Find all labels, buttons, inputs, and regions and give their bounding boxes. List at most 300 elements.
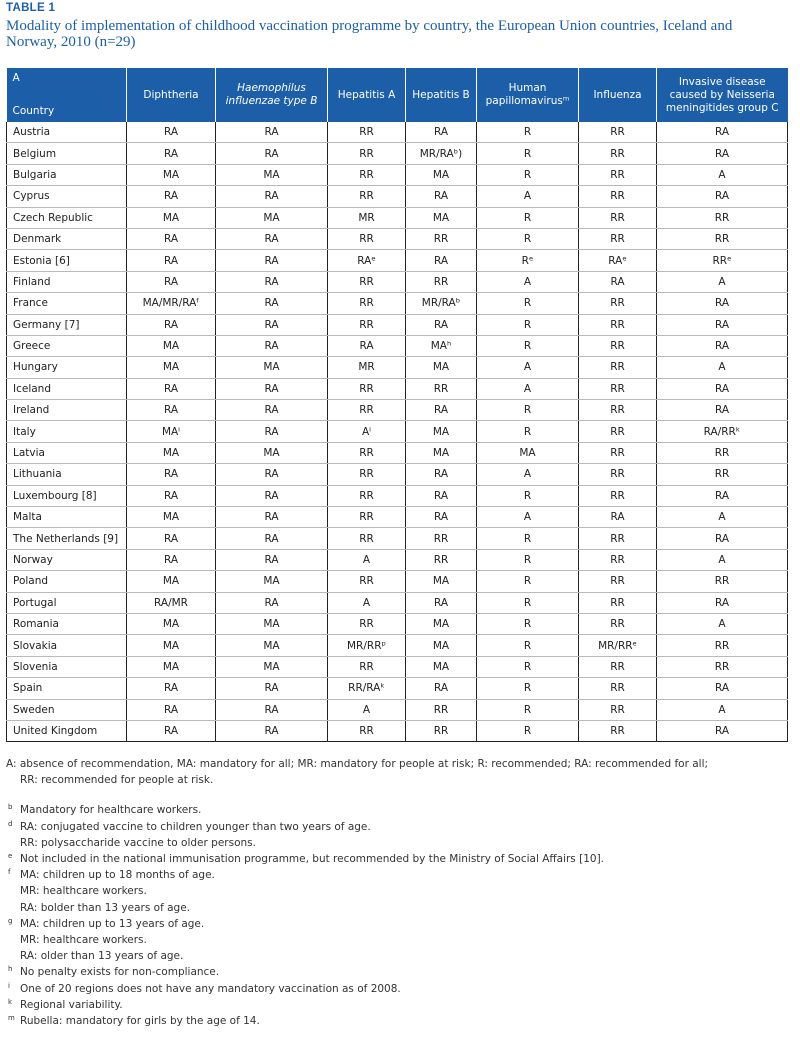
modality-cell: RA [216,122,328,143]
table-row [7,464,788,485]
country-cell: Norway [7,549,127,570]
footnote-text: RA: older than 13 years of age. [20,950,184,963]
modality-cell: MA [216,635,328,656]
table-row [7,635,788,656]
modality-cell: MA/MR/RAᶠ [127,293,216,314]
country-cell: Czech Republic [7,207,127,228]
modality-cell: A [328,549,406,570]
footnote-text: RA: bolder than 13 years of age. [20,901,191,914]
header-neisseria: Invasive disease caused by Neisseria meningitides group C [657,68,788,122]
modality-cell: R [477,592,579,613]
modality-cell: RA [406,186,477,207]
header-country [7,68,127,122]
modality-cell: Rᵉ [477,250,579,271]
table-row [7,613,788,634]
modality-cell: RA [216,143,328,164]
modality-cell: R [477,335,579,356]
modality-cell: MA [216,571,328,592]
modality-cell: RR [579,143,657,164]
modality-cell: RR [328,613,406,634]
modality-cell: RR [579,656,657,677]
modality-cell: R [477,549,579,570]
country-cell: Cyprus [7,186,127,207]
modality-cell: A [657,271,788,292]
modality-cell: RR [579,549,657,570]
modality-cell: R [477,228,579,249]
modality-cell: RAᵉ [579,250,657,271]
modality-cell: RAᵉ [328,250,406,271]
table-row [7,678,788,699]
modality-cell: Aⁱ [328,421,406,442]
modality-cell: A [657,507,788,528]
modality-cell: MA [216,207,328,228]
footnote-text: MA: children up to 18 months of age. [20,869,215,882]
modality-cell: RA [657,720,788,741]
modality-cell: RA [127,485,216,506]
country-cell: Greece [7,335,127,356]
modality-cell: RA [127,720,216,741]
country-cell: Portugal [7,592,127,613]
modality-cell: A [657,549,788,570]
modality-cell: RR [328,485,406,506]
modality-cell: MR/RAᵇ) [406,143,477,164]
modality-cell: RA [406,250,477,271]
modality-cell: A [657,164,788,185]
table-row [7,507,788,528]
country-cell: Belgium [7,143,127,164]
modality-cell: RR [579,720,657,741]
modality-cell: MA [127,335,216,356]
modality-cell: RA [216,507,328,528]
modality-cell: RA [127,528,216,549]
modality-cell: RR [328,528,406,549]
modality-cell: RR [579,228,657,249]
modality-cell: R [477,122,579,143]
table-row [7,571,788,592]
modality-cell: RA [657,186,788,207]
modality-cell: RA [657,293,788,314]
footnote-text: Regional variability. [20,998,123,1011]
modality-cell: RA [216,464,328,485]
modality-cell: A [477,186,579,207]
modality-cell: MA [127,164,216,185]
modality-cell: RR [579,678,657,699]
modality-cell: R [477,699,579,720]
modality-cell: MR/RRᵉ [579,635,657,656]
footnote-marker: b [8,803,13,812]
modality-cell: RA [216,314,328,335]
table-row [7,335,788,356]
modality-cell: RA [657,528,788,549]
header-hepatitis-a: Hepatitis A [328,68,406,122]
modality-cell: MR [328,357,406,378]
footnote-marker: g [8,916,13,925]
modality-cell: MA [406,442,477,463]
footnote-text: Not included in the national immunisation programme, but recommended by the Ministry of Social Affairs [10]. [20,853,605,866]
table-row [7,228,788,249]
modality-cell: A [657,613,788,634]
footnote-list [6,802,786,1029]
modality-cell: RA [657,335,788,356]
modality-cell: A [328,699,406,720]
modality-cell: RA [216,678,328,699]
table-row [7,485,788,506]
modality-cell: MA [127,442,216,463]
country-cell: Sweden [7,699,127,720]
modality-cell: MA [216,164,328,185]
modality-cell: RR [328,122,406,143]
modality-cell: RR [406,699,477,720]
modality-cell: RA [579,271,657,292]
modality-cell: MA [127,613,216,634]
modality-cell: RR [657,656,788,677]
table-row [7,378,788,399]
modality-cell: MR/RRᵖ [328,635,406,656]
modality-cell: RA [657,122,788,143]
abbreviation-legend [6,756,786,788]
modality-cell: RA [657,143,788,164]
table-row [7,442,788,463]
modality-cell: A [657,699,788,720]
footnote-text: RR: polysaccharide vaccine to older persons. [20,836,256,849]
table-title: Modality of implementation of childhood vaccination programme by country, the European Union countries, Iceland and Norway, 2010 (n=29) [6,18,733,50]
modality-cell: RR [657,207,788,228]
footnote-marker: h [8,965,13,974]
modality-cell: R [477,164,579,185]
header-diphtheria: Diphtheria [127,68,216,122]
table-row [7,421,788,442]
modality-cell: RA [216,186,328,207]
modality-cell: A [477,378,579,399]
modality-cell: A [477,507,579,528]
modality-cell: RR [328,143,406,164]
modality-cell: RR [328,378,406,399]
modality-cell: RR [579,122,657,143]
modality-cell: R [477,528,579,549]
country-cell: Estonia [6] [7,250,127,271]
modality-cell: MA [127,507,216,528]
country-cell: Germany [7] [7,314,127,335]
modality-cell: RA [657,592,788,613]
modality-cell: RR [657,635,788,656]
modality-cell: RA [657,678,788,699]
footnote-text: Rubella: mandatory for girls by the age of 14. [20,1015,260,1028]
modality-cell: RR [657,228,788,249]
modality-cell: RR [657,571,788,592]
modality-cell: MA [406,164,477,185]
country-cell: Romania [7,613,127,634]
header-haemophilus: Haemophilus influenzae type B [216,68,328,122]
modality-cell: MA [406,635,477,656]
modality-cell: MA [127,207,216,228]
modality-cell: RA [127,378,216,399]
country-cell: Luxembourg [8] [7,485,127,506]
modality-cell: RR [328,186,406,207]
modality-cell: RA [657,400,788,421]
modality-cell: RR [579,485,657,506]
modality-cell: A [477,357,579,378]
modality-cell: R [477,571,579,592]
footnote-marker: k [8,997,13,1006]
vaccination-table [6,68,788,742]
table-row [7,314,788,335]
country-cell: Slovenia [7,656,127,677]
table-row [7,122,788,143]
modality-cell: RR [328,571,406,592]
header-hepatitis-b: Hepatitis B [406,68,477,122]
modality-cell: RR [328,656,406,677]
modality-cell: MA [406,571,477,592]
modality-cell: RR [579,400,657,421]
modality-cell: RA/MR [127,592,216,613]
legend-line-2: RR: recommended for people at risk. [20,774,214,787]
modality-cell: RR [328,720,406,741]
table-label: TABLE 1 [6,2,56,14]
modality-cell: RR [406,228,477,249]
modality-cell: RR [328,442,406,463]
country-cell: Ireland [7,400,127,421]
footnote [6,867,786,916]
modality-cell: RR [579,699,657,720]
table-row [7,528,788,549]
modality-cell: MA [477,442,579,463]
modality-cell: RA [216,592,328,613]
footnote-marker: d [8,819,13,828]
modality-cell: RR [328,228,406,249]
header-hpv: Human papillomavirusᵐ [477,68,579,122]
modality-cell: RA [127,122,216,143]
table-row [7,186,788,207]
modality-cell: RA [657,485,788,506]
modality-cell: MA [216,357,328,378]
footnote [6,981,786,997]
country-cell: The Netherlands [9] [7,528,127,549]
footnote [6,964,786,980]
modality-cell: RA [127,678,216,699]
modality-cell: MA [216,613,328,634]
modality-cell: RA [127,271,216,292]
footnote [6,819,786,851]
modality-cell: R [477,293,579,314]
modality-cell: RA [216,421,328,442]
header-corner-top: A [12,72,20,84]
modality-cell: RR [579,592,657,613]
modality-cell: RA [216,720,328,741]
modality-cell: MA [406,207,477,228]
modality-cell: RR [328,314,406,335]
modality-cell: RA [127,250,216,271]
modality-cell: MA [406,421,477,442]
table-row [7,250,788,271]
modality-cell: RR [328,464,406,485]
modality-cell: RA/RRᵏ [657,421,788,442]
country-cell: Poland [7,571,127,592]
modality-cell: RR [579,335,657,356]
modality-cell: R [477,400,579,421]
modality-cell: RA [127,228,216,249]
modality-cell: MA [406,357,477,378]
modality-cell: RA [406,400,477,421]
country-cell: United Kingdom [7,720,127,741]
footnote-text: MR: healthcare workers. [20,885,147,898]
modality-cell: MAⁱ [127,421,216,442]
modality-cell: RR [328,507,406,528]
modality-cell: RR [406,549,477,570]
modality-cell: RR [328,164,406,185]
footnote [6,851,786,867]
modality-cell: RA [127,186,216,207]
modality-cell: RR/RAᵏ [328,678,406,699]
modality-cell: RR [657,442,788,463]
header-influenza: Influenza [579,68,657,122]
modality-cell: R [477,143,579,164]
table-row [7,720,788,741]
footnote-marker: i [8,981,10,990]
modality-cell: RR [406,271,477,292]
modality-cell: R [477,485,579,506]
modality-cell: RA [127,143,216,164]
modality-cell: MA [406,613,477,634]
modality-cell: R [477,613,579,634]
modality-cell: RA [127,400,216,421]
modality-cell: RR [579,528,657,549]
modality-cell: RA [216,549,328,570]
modality-cell: RA [216,400,328,421]
country-cell: Hungary [7,357,127,378]
table-row [7,143,788,164]
legend-line-1: A: absence of recommendation, MA: mandatory for all; MR: mandatory for people at risk; R: recommended; RA: recommended for all; [6,758,709,770]
country-cell: Malta [7,507,127,528]
modality-cell: RR [579,421,657,442]
modality-cell: RA [127,549,216,570]
country-cell: France [7,293,127,314]
modality-cell: RA [406,314,477,335]
table-row [7,357,788,378]
table-row [7,400,788,421]
footnote-text: No penalty exists for non-compliance. [20,966,220,979]
modality-cell: RA [216,293,328,314]
modality-cell: RRᵉ [657,250,788,271]
country-cell: Finland [7,271,127,292]
modality-cell: RR [579,613,657,634]
modality-cell: RA [406,507,477,528]
table-row [7,549,788,570]
modality-cell: RR [328,400,406,421]
modality-cell: A [477,271,579,292]
country-cell: Iceland [7,378,127,399]
modality-cell: RA [406,485,477,506]
country-cell: Denmark [7,228,127,249]
header-row [7,68,788,122]
modality-cell: A [328,592,406,613]
country-cell: Spain [7,678,127,699]
modality-cell: RA [328,335,406,356]
modality-cell: R [477,678,579,699]
modality-cell: MR/RAᵇ [406,293,477,314]
modality-cell: RR [406,720,477,741]
modality-cell: RR [406,378,477,399]
modality-cell: MA [406,656,477,677]
table-body [7,122,788,742]
modality-cell: RR [579,164,657,185]
country-cell: Bulgaria [7,164,127,185]
country-cell: Italy [7,421,127,442]
modality-cell: R [477,720,579,741]
modality-cell: RR [579,442,657,463]
footnote-text: RA: conjugated vaccine to children younger than two years of age. [20,820,371,833]
footnote-marker: m [8,1014,15,1023]
table-row [7,293,788,314]
modality-cell: RA [216,699,328,720]
modality-cell: MA [127,571,216,592]
modality-cell: RA [579,507,657,528]
modality-cell: RR [328,293,406,314]
footnote-text: Mandatory for healthcare workers. [20,804,202,817]
modality-cell: RA [406,678,477,699]
modality-cell: RA [406,122,477,143]
modality-cell: MA [127,635,216,656]
table-row [7,164,788,185]
modality-cell: RR [657,464,788,485]
footnote [6,916,786,965]
modality-cell: R [477,207,579,228]
country-cell: Slovakia [7,635,127,656]
country-cell: Latvia [7,442,127,463]
modality-cell: RR [406,528,477,549]
modality-cell: RA [127,314,216,335]
modality-cell: RA [216,378,328,399]
modality-cell: RR [579,314,657,335]
modality-cell: R [477,635,579,656]
modality-cell: MAʰ [406,335,477,356]
footnote-marker: e [8,852,13,861]
modality-cell: RA [216,250,328,271]
modality-cell: MA [216,442,328,463]
table-notes [6,756,786,1029]
modality-cell: RA [127,464,216,485]
modality-cell: RR [579,571,657,592]
country-cell: Lithuania [7,464,127,485]
modality-cell: RA [216,228,328,249]
modality-cell: RR [328,271,406,292]
modality-cell: RA [216,528,328,549]
modality-cell: RR [579,378,657,399]
country-cell: Austria [7,122,127,143]
modality-cell: RA [657,378,788,399]
table-row [7,207,788,228]
footnote [6,997,786,1013]
modality-cell: R [477,314,579,335]
modality-cell: RR [579,186,657,207]
header-corner-bottom: Country [12,105,55,117]
footnote-text: MR: healthcare workers. [20,934,147,947]
modality-cell: RA [216,335,328,356]
table-row [7,656,788,677]
table-row [7,271,788,292]
modality-cell: A [477,464,579,485]
footnote-text: One of 20 regions does not have any mandatory vaccination as of 2008. [20,982,401,995]
modality-cell: RA [406,592,477,613]
modality-cell: MA [127,357,216,378]
modality-cell: RR [579,207,657,228]
modality-cell: MA [127,656,216,677]
table-row [7,699,788,720]
modality-cell: RR [579,293,657,314]
modality-cell: R [477,421,579,442]
footnote [6,802,786,818]
modality-cell: MR [328,207,406,228]
modality-cell: RA [127,699,216,720]
